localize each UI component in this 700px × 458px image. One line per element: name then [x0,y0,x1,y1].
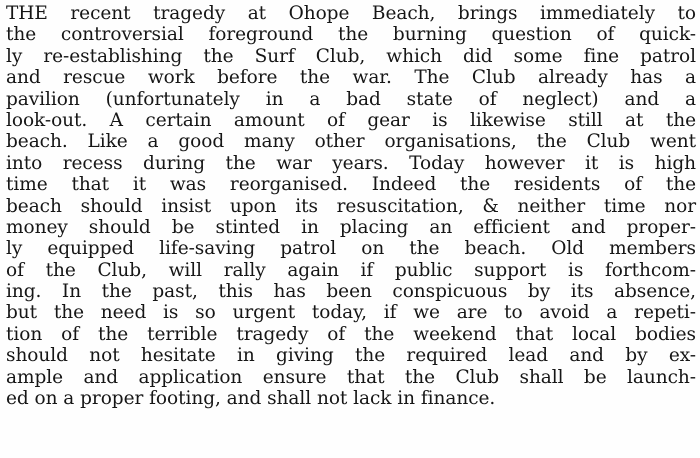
article-line: of the Club, will rally again if public support is forthcom- [6,259,696,281]
article-line: ly re-establishing the Surf Club, which did some fine patrol [6,45,696,67]
article-line: beach should insist upon its resuscitation, & neither time nor [6,195,696,217]
article-line: into recess during the war years. Today however it is high [6,152,696,174]
article-line: THE recent tragedy at Ohope Beach, brings immediately to [6,3,696,24]
article-line: ing. In the past, this has been conspicuous by its absence, [6,281,696,303]
article-line: pavilion (unfortunately in a bad state of neglect) and a [6,88,696,110]
article-line: but the need is so urgent today, if we are to avoid a repeti- [6,302,696,324]
article-line: time that it was reorganised. Indeed the residents of the [6,174,696,196]
article-line: ed on a proper footing, and shall not lack in finance. [6,388,496,410]
article-line: and rescue work before the war. The Club already has a [6,67,696,89]
article-body [6,3,696,409]
article-line: money should be stinted in placing an efficient and proper- [6,216,696,238]
article-line: should not hesitate in giving the required lead and by ex- [6,345,696,367]
article-line: beach. Like a good many other organisations, the Club went [6,131,696,153]
article-line: ample and application ensure that the Club shall be launch- [6,366,696,388]
article-line: tion of the terrible tragedy of the weekend that local bodies [6,323,696,345]
article-line: ly equipped life-saving patrol on the beach. Old members [6,238,696,260]
article-line: the controversial foreground the burning question of quick- [6,24,696,46]
article-line: look-out. A certain amount of gear is likewise still at the [6,109,696,131]
